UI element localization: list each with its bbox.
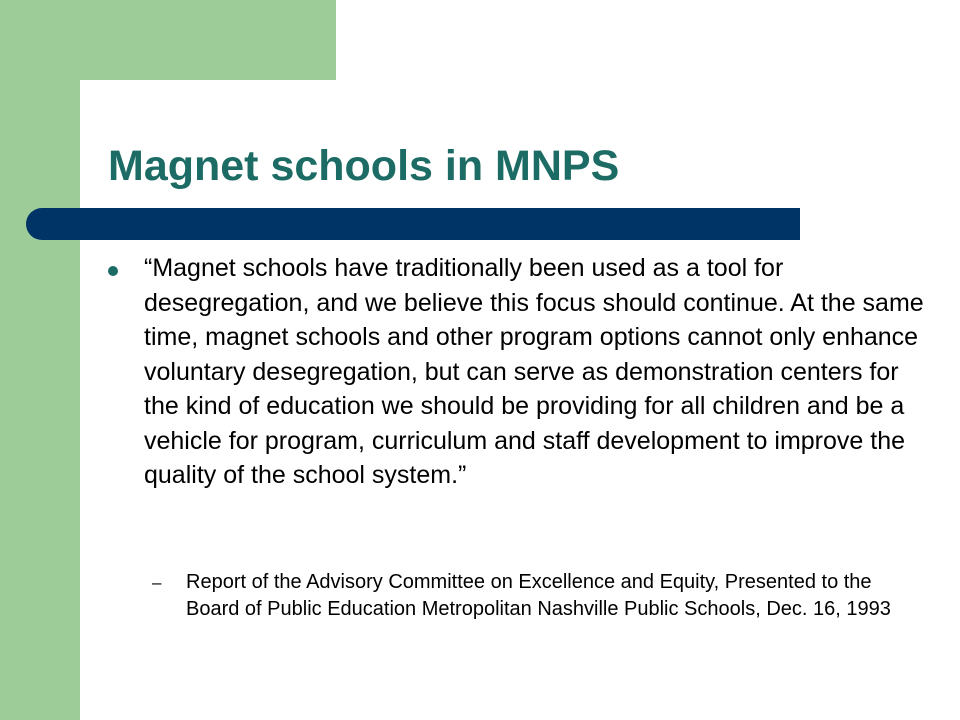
quote-text: “Magnet schools have traditionally been used as a tool for desegregation, and we believe this focus should continue. At the same time, magnet schools and other program options cannot only enhance voluntary desegregation, but can serve as demonstration centers for the kind of education we should be providing for all children and be a vehicle for program, curriculum and staff development to improve the quality of the school system.” — [144, 254, 924, 489]
decorative-green-sidebar — [0, 0, 80, 720]
slide-title: Magnet schools in MNPS — [108, 142, 620, 190]
quote-bullet — [108, 251, 928, 493]
source-citation: Report of the Advisory Committee on Excellence and Equity, Presented to the Board of Public Education Metropolitan Nashville Public Schools, Dec. 16, 1993 — [186, 571, 891, 620]
source-sub-bullet — [152, 569, 932, 623]
decorative-green-top-block — [0, 0, 336, 80]
title-divider-bar — [26, 208, 800, 240]
dash-bullet-icon: – — [152, 573, 162, 592]
bullet-dot-icon — [108, 266, 118, 276]
